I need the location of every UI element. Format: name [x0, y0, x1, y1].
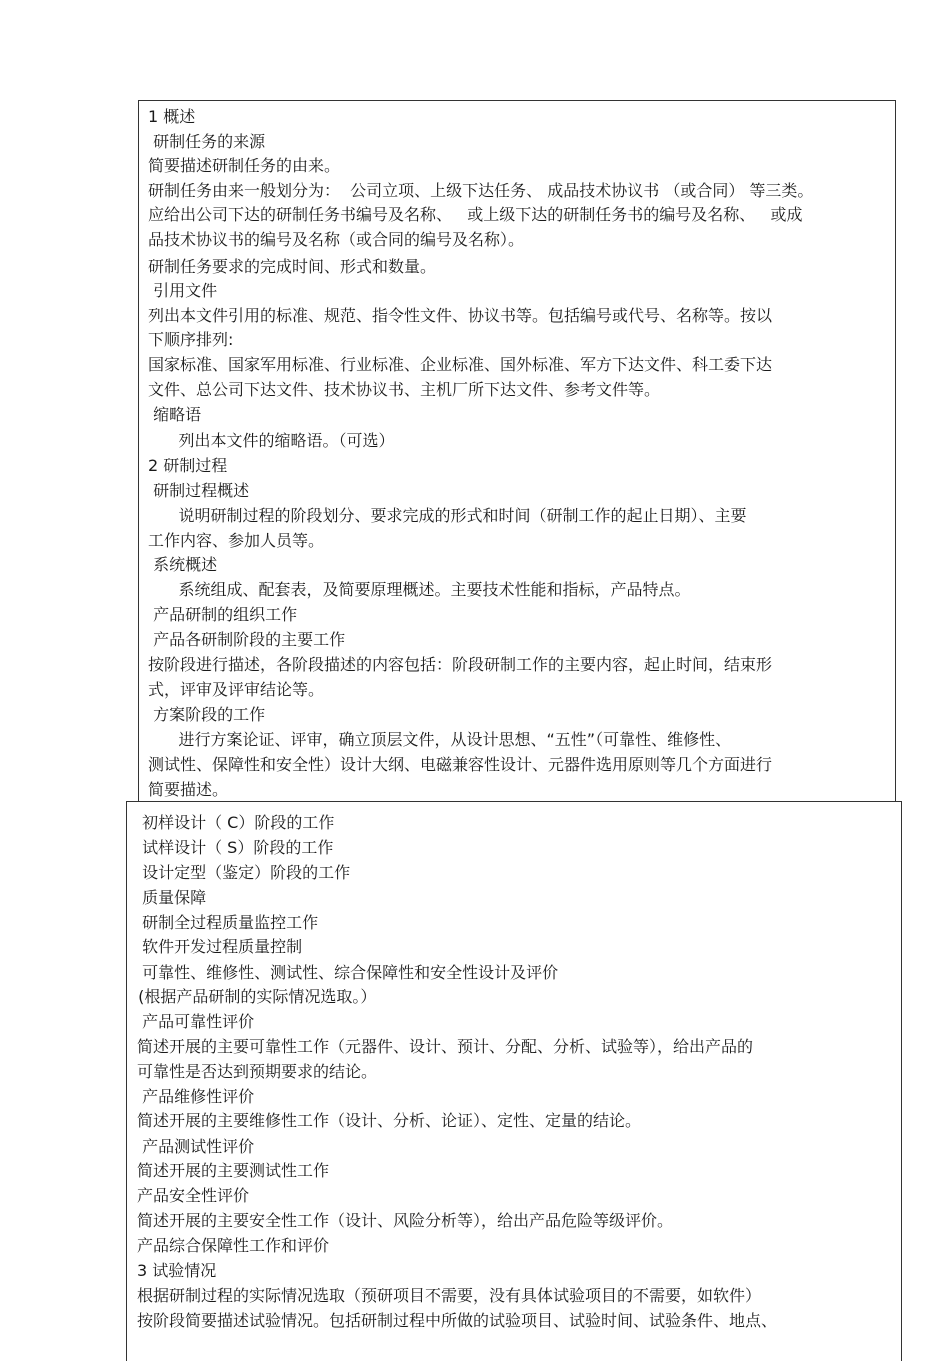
- text-line: 按阶段进行描述，各阶段描述的内容包括：阶段研制工作的主要内容，起止时间，结束形: [148, 655, 773, 674]
- text-line: 研制过程概述: [148, 481, 250, 500]
- text-line: 产品综合保障性工作和评价: [137, 1236, 330, 1255]
- text-line: 设计定型（鉴定）阶段的工作: [137, 863, 351, 882]
- text-line: 工作内容、参加人员等。: [148, 531, 325, 550]
- text-line: 列出本文件的缩略语。（可选）: [148, 431, 395, 450]
- text-line: 应给出公司下达的研制任务书编号及名称、 或上级下达的研制任务书的编号及名称、 或成: [148, 205, 803, 224]
- text-line: 质量保障: [137, 888, 207, 907]
- text-line: 缩略语: [148, 405, 202, 424]
- text-line: 文件、总公司下达文件、技术协议书、主机厂所下达文件、参考文件等。: [148, 380, 661, 399]
- text-line: 简要描述研制任务的由来。: [148, 156, 341, 175]
- text-line: 初样设计（ C）阶段的工作: [137, 813, 335, 832]
- text-line: 根据研制过程的实际情况选取（预研项目不需要，没有具体试验项目的不需要，如软件）: [137, 1286, 762, 1305]
- text-line: 可靠性、维修性、测试性、综合保障性和安全性设计及评价: [137, 963, 559, 982]
- text-line: 3 试验情况: [137, 1261, 217, 1280]
- text-line: 产品可靠性评价: [137, 1012, 255, 1031]
- text-line: 下顺序排列:: [148, 330, 234, 349]
- text-line: 研制任务要求的完成时间、形式和数量。: [148, 257, 437, 276]
- text-line: 测试性、保障性和安全性）设计大纲、电磁兼容性设计、元器件选用原则等几个方面进行: [148, 755, 773, 774]
- text-line: 国家标准、国家军用标准、行业标准、企业标准、国外标准、军方下达文件、科工委下达: [148, 355, 773, 374]
- text-line: 简述开展的主要安全性工作（设计、风险分析等），给出产品危险等级评价。: [137, 1211, 674, 1230]
- text-line: 系统组成、配套表，及简要原理概述。主要技术性能和指标，产品特点。: [148, 580, 691, 599]
- text-line: 式，评审及评审结论等。: [148, 680, 325, 699]
- text-line: 1 概述: [148, 107, 196, 126]
- text-line: 产品各研制阶段的主要工作: [148, 630, 346, 649]
- text-line: 按阶段简要描述试验情况。包括研制过程中所做的试验项目、试验时间、试验条件、地点、: [137, 1311, 778, 1330]
- text-line: 产品研制的组织工作: [148, 605, 298, 624]
- section-box-overview: [138, 100, 896, 802]
- text-line: 品技术协议书的编号及名称（或合同的编号及名称）。: [148, 230, 525, 249]
- text-line: 试样设计（ S）阶段的工作: [137, 838, 334, 857]
- text-line: 产品测试性评价: [137, 1137, 255, 1156]
- text-line: 系统概述: [148, 555, 218, 574]
- text-line: 产品安全性评价: [137, 1186, 250, 1205]
- text-line: 进行方案论证、评审，确立顶层文件，从设计思想、“五性”（可靠性、维修性、: [148, 730, 732, 749]
- text-line: 简述开展的主要测试性工作: [137, 1161, 330, 1180]
- text-line: 简要描述。: [148, 780, 229, 799]
- text-line: 简述开展的主要可靠性工作（元器件、设计、预计、分配、分析、试验等），给出产品的: [137, 1037, 754, 1056]
- text-line: 研制任务的来源: [148, 132, 266, 151]
- text-line: (根据产品研制的实际情况选取。）: [133, 987, 377, 1006]
- text-line: 列出本文件引用的标准、规范、指令性文件、协议书等。包括编号或代号、名称等。按以: [148, 306, 773, 325]
- text-line: 引用文件: [148, 281, 218, 300]
- text-line: 研制全过程质量监控工作: [137, 913, 319, 932]
- text-line: 研制任务由来一般划分为： 公司立项、上级下达任务、 成品技术协议书 （或合同） 等三类。: [148, 181, 814, 200]
- section-box-quality: [126, 801, 902, 1361]
- text-line: 方案阶段的工作: [148, 705, 266, 724]
- text-line: 2 研制过程: [148, 456, 228, 475]
- text-line: 软件开发过程质量控制: [137, 937, 303, 956]
- text-line: 说明研制过程的阶段划分、要求完成的形式和时间（研制工作的起止日期）、主要: [148, 506, 747, 525]
- text-line: 产品维修性评价: [137, 1087, 255, 1106]
- text-line: 简述开展的主要维修性工作（设计、分析、论证）、定性、定量的结论。: [137, 1111, 642, 1130]
- text-line: 可靠性是否达到预期要求的结论。: [137, 1062, 378, 1081]
